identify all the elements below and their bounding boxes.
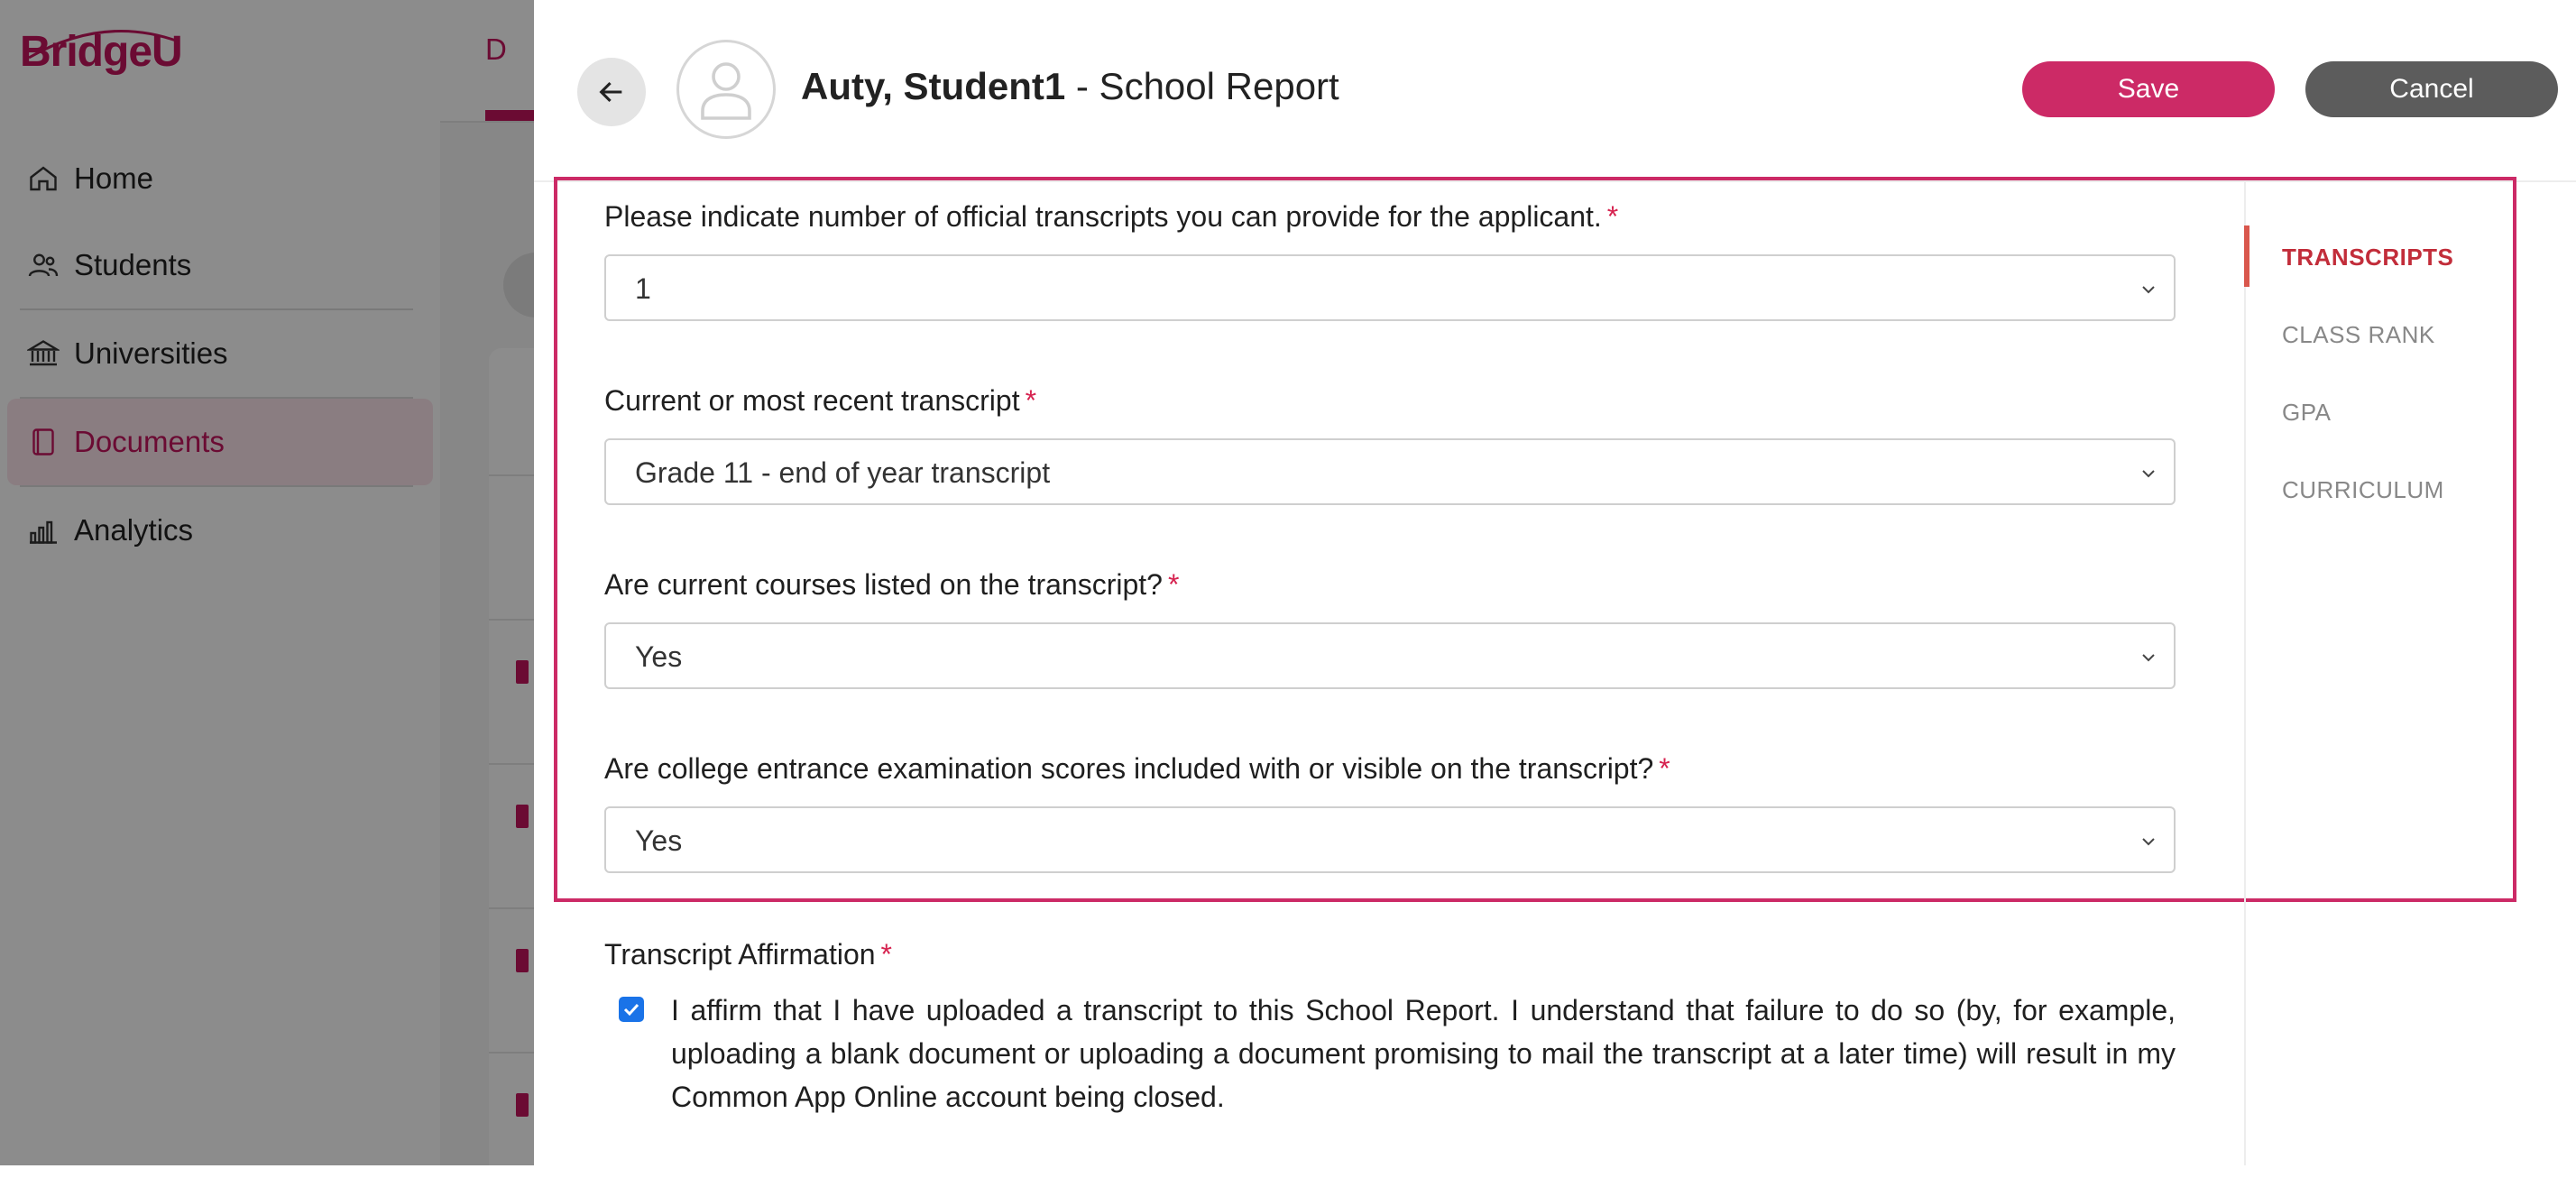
exam-scores-select[interactable] xyxy=(604,806,2176,873)
recent-transcript-field xyxy=(604,384,2177,489)
section-nav-curriculum[interactable]: CURRICULUM xyxy=(2282,476,2444,503)
background-tab[interactable]: D xyxy=(485,32,507,66)
sidebar-item-label: Documents xyxy=(74,425,225,458)
select-value: 1 xyxy=(635,272,651,305)
affirmation-label xyxy=(604,938,892,971)
field-label-text: Please indicate number of official transcripts you can provide for the applicant. xyxy=(604,200,1602,233)
recent-transcript-select[interactable] xyxy=(604,438,2176,505)
sidebar-item-label: Home xyxy=(74,161,154,195)
field-label xyxy=(604,384,2177,418)
sidebar-item-label: Students xyxy=(74,248,192,281)
field-label xyxy=(604,752,2177,786)
cancel-button[interactable]: Cancel xyxy=(2305,61,2558,117)
affirmation-text: I affirm that I have uploaded a transcript to this School Report. I understand that failure to do so (by, for example, uploading a blank document or uploading a document promising to mail the transcript at a later time) will result in my Common App Online account being closed. xyxy=(671,994,2176,1113)
current-courses-field xyxy=(604,568,2177,673)
field-label xyxy=(604,568,2177,602)
current-courses-select[interactable] xyxy=(604,622,2176,689)
page-title xyxy=(801,65,1339,108)
save-button[interactable]: Save xyxy=(2022,61,2275,117)
section-nav-gpa[interactable]: GPA xyxy=(2282,399,2332,426)
field-label-text: Are current courses listed on the transcript? xyxy=(604,568,1163,601)
panel-header xyxy=(534,0,2576,182)
section-nav xyxy=(2244,180,2576,1165)
required-asterisk: * xyxy=(880,938,892,971)
affirmation-checkbox[interactable] xyxy=(619,997,644,1022)
select-value: Yes xyxy=(635,824,683,857)
field-label-text: Are college entrance examination scores included with or visible on the transcript? xyxy=(604,752,1654,785)
checkmark-icon xyxy=(621,999,641,1019)
required-asterisk: * xyxy=(1606,200,1619,233)
avatar xyxy=(676,40,776,139)
required-asterisk: * xyxy=(1167,568,1180,601)
active-section-marker xyxy=(2244,225,2249,287)
required-asterisk: * xyxy=(1659,752,1670,785)
chevron-down-icon xyxy=(2139,465,2157,482)
transcripts-count-field xyxy=(604,200,2177,305)
exam-scores-field xyxy=(604,752,2177,857)
required-asterisk: * xyxy=(1025,384,1037,417)
logo-text: BridgeU xyxy=(20,28,182,76)
sidebar-item-label: Analytics xyxy=(74,513,194,547)
chevron-down-icon xyxy=(2139,833,2157,850)
section-nav-class-rank[interactable]: CLASS RANK xyxy=(2282,321,2435,348)
chevron-down-icon xyxy=(2139,649,2157,666)
school-report-panel xyxy=(534,0,2576,1165)
student-name: Auty, Student1 xyxy=(801,65,1066,107)
select-value: Yes xyxy=(635,640,683,673)
user-placeholder-icon xyxy=(697,57,755,122)
section-nav-transcripts[interactable]: TRANSCRIPTS xyxy=(2282,244,2454,271)
sidebar-item-label: Universities xyxy=(74,336,228,370)
title-suffix: - School Report xyxy=(1065,65,1339,107)
transcripts-count-select[interactable] xyxy=(604,254,2176,321)
field-label-text: Current or most recent transcript xyxy=(604,384,1020,417)
field-label xyxy=(604,200,2177,234)
affirmation-label-text: Transcript Affirmation xyxy=(604,938,876,971)
chevron-down-icon xyxy=(2139,281,2157,298)
select-value: Grade 11 - end of year transcript xyxy=(635,456,1051,489)
back-button[interactable] xyxy=(577,58,646,126)
arrow-left-icon xyxy=(596,77,627,107)
